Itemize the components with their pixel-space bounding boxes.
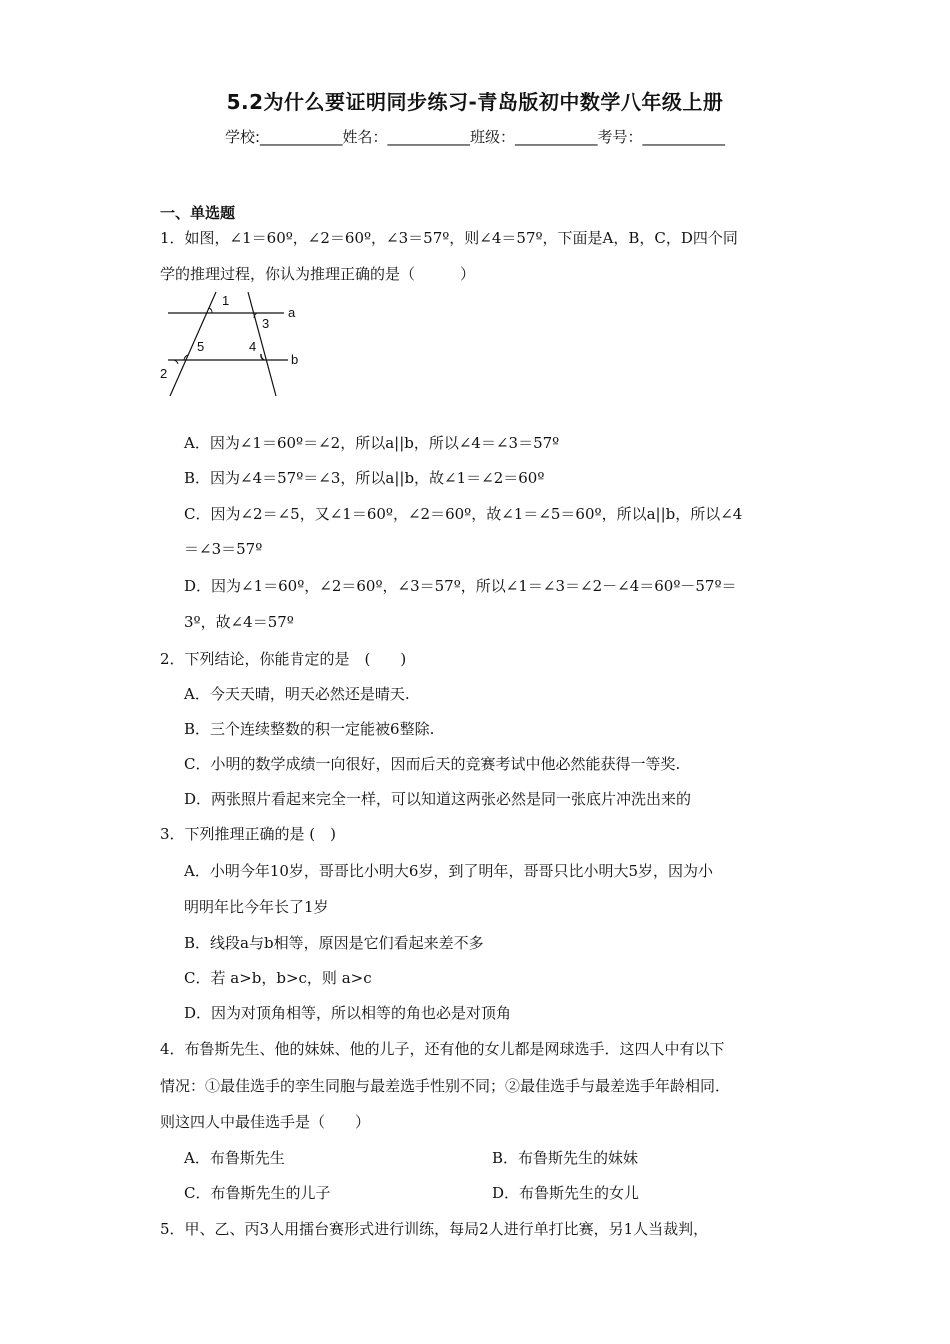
label-angle-2: 2 xyxy=(160,366,168,381)
q1-line-2: 学的推理过程，你认为推理正确的是（ ） xyxy=(160,265,476,283)
q3-option-b: B．线段a与b相等，原因是它们看起来差不多 xyxy=(184,934,484,952)
q2-option-b: B．三个连续整数的积一定能被6整除. xyxy=(184,720,435,738)
q2-option-c: C．小明的数学成绩一向很好，因而后天的竞赛考试中他必然能获得一等奖. xyxy=(184,755,681,773)
parallel-lines-figure xyxy=(158,290,308,402)
student-info-line: 学校:___________姓名：___________班级：___________考号：___________ xyxy=(224,128,726,146)
q1-option-c: C．因为∠2＝∠5，又∠1＝60º，∠2＝60º，故∠1＝∠5＝60º，所以a||b，所以∠4 xyxy=(184,505,743,523)
label-angle-3: 3 xyxy=(262,316,270,331)
section-heading: 一、单选题 xyxy=(160,204,236,222)
q5-line-1: 5．甲、乙、丙3人用擂台赛形式进行训练，每局2人进行单打比赛，另1人当裁判， xyxy=(160,1220,709,1238)
label-angle-5: 5 xyxy=(197,339,205,354)
q4-option-b: B．布鲁斯先生的妹妹 xyxy=(492,1149,639,1167)
q3-option-c: C．若 a>b，b>c，则 a>c xyxy=(184,969,372,987)
label-angle-4: 4 xyxy=(249,339,257,354)
q4-line-3: 则这四人中最佳选手是（ ） xyxy=(160,1113,371,1131)
q2-option-a: A．今天天晴，明天必然还是晴天. xyxy=(184,685,410,703)
label-line-a: a xyxy=(288,305,296,320)
q3-option-a-cont: 明明年比今年长了1岁 xyxy=(184,898,329,916)
q2-option-d: D．两张照片看起来完全一样，可以知道这两张必然是同一张底片冲洗出来的 xyxy=(184,790,692,808)
q1-option-d-cont: 3º，故∠4＝57º xyxy=(184,613,294,631)
q4-line-1: 4．布鲁斯先生、他的妹妹、他的儿子，还有他的女儿都是网球选手．这四人中有以下 xyxy=(160,1040,725,1058)
q4-option-a: A．布鲁斯先生 xyxy=(184,1149,285,1167)
angle-1-arc xyxy=(209,308,212,313)
q3-option-d: D．因为对顶角相等，所以相等的角也必是对顶角 xyxy=(184,1004,512,1022)
q1-line-1: 1．如图，∠1＝60º，∠2＝60º，∠3＝57º，则∠4＝57º，下面是A，B，C，D四个同 xyxy=(160,229,738,247)
q1-option-a: A．因为∠1＝60º＝∠2，所以a||b，所以∠4＝∠3＝57º xyxy=(184,434,560,452)
angle-4-arc xyxy=(261,354,264,360)
transversal-left xyxy=(170,292,216,396)
q1-option-b: B．因为∠4＝57º＝∠3，所以a||b，故∠1＝∠2＝60º xyxy=(184,469,545,487)
q3-option-a: A．小明今年10岁，哥哥比小明大6岁，到了明年，哥哥只比小明大5岁，因为小 xyxy=(184,862,714,880)
label-line-b: b xyxy=(291,352,299,367)
angle-2-arc xyxy=(174,360,178,364)
page-title: 5.2为什么要证明同步练习-青岛版初中数学八年级上册 xyxy=(226,90,724,114)
q4-option-d: D．布鲁斯先生的女儿 xyxy=(492,1184,640,1202)
q1-option-c-cont: ＝∠3＝57º xyxy=(184,540,263,558)
label-angle-1: 1 xyxy=(222,293,230,308)
q2-line-1: 2．下列结论，你能肯定的是 ( ) xyxy=(160,650,407,668)
q4-option-c: C．布鲁斯先生的儿子 xyxy=(184,1184,331,1202)
q1-option-d: D．因为∠1＝60º，∠2＝60º，∠3＝57º，所以∠1＝∠3＝∠2－∠4＝60º－57º＝ xyxy=(184,577,737,595)
q4-line-2: 情况：①最佳选手的孪生同胞与最差选手性别不同；②最佳选手与最差选手年龄相同． xyxy=(160,1077,731,1095)
q3-line-1: 3．下列推理正确的是 ( ) xyxy=(160,825,337,843)
